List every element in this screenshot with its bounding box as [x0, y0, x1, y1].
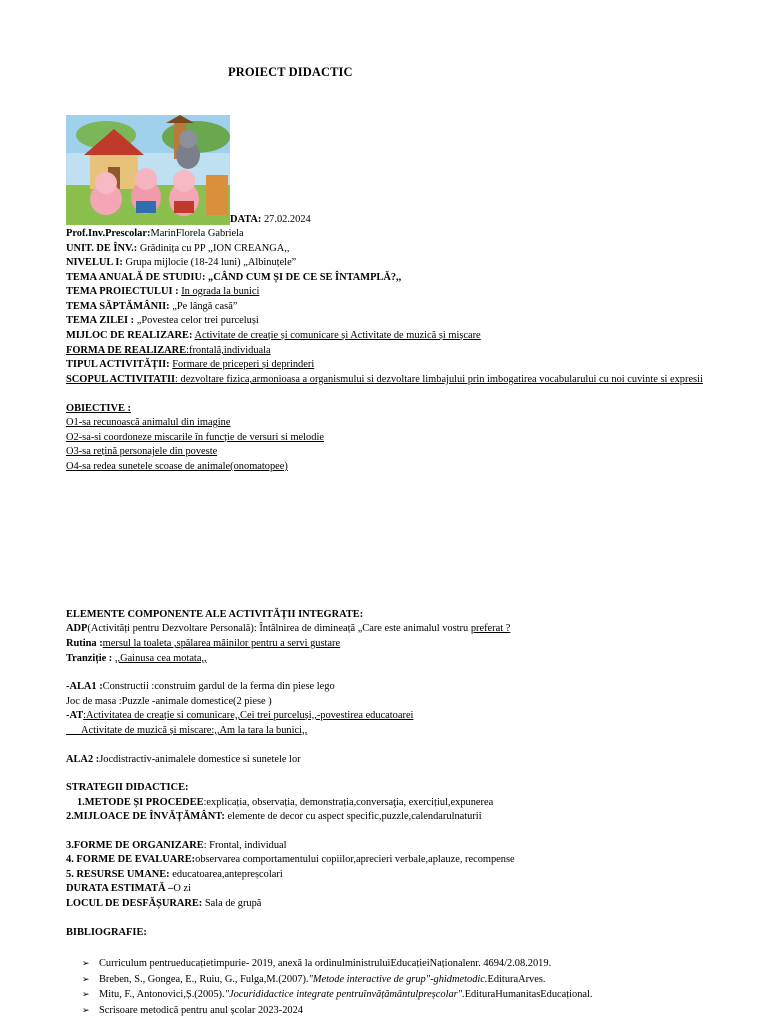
locul-line — [66, 897, 261, 912]
forme-evaluare-label: 4. FORME DE EVALUARE: — [66, 854, 196, 865]
adp-line — [66, 622, 510, 637]
rutina-line — [66, 637, 340, 652]
tipul-line — [66, 358, 314, 373]
nivel-line — [66, 256, 296, 271]
metode-label: 1.METODE ȘI PROCEDEE — [77, 797, 204, 808]
mijloc-value: Activitate de creație și comunicare și Activitate de muzică și mișcare — [194, 330, 481, 341]
objective-item: O4-sa redea sunetele scoase de animale(onomatopee) — [66, 461, 288, 472]
tipul-value: Formare de priceperi și deprinderi — [172, 359, 315, 370]
nivel-value: Grupa mijlocie (18-24 luni) „Albinuțele” — [122, 257, 297, 268]
unit-value: Grădinița cu PP ,,ION CREANGA,, — [137, 243, 290, 254]
tema-anuala-value: „CÂND CUM ȘI DE CE SE ÎNTAMPLĂ?,, — [205, 272, 402, 283]
resurse-line — [66, 868, 283, 883]
prof-line — [66, 227, 244, 242]
ala1-line — [66, 680, 335, 695]
arrow-bullet-icon: ➢ — [82, 973, 90, 984]
forma-line — [66, 344, 271, 359]
tranzitie-label: Tranziție : — [66, 653, 113, 664]
prof-label: Prof.Inv.Prescolar: — [66, 228, 151, 239]
tema-zilei-line — [66, 314, 259, 329]
joc-masa-line: Joc de masa :Puzzle -animale domestice(2 piese ) — [66, 696, 272, 707]
ala2-line — [66, 753, 301, 768]
nivel-label: NIVELUL I: — [66, 257, 123, 268]
mijloc-label: MIJLOC DE REALIZARE: — [66, 330, 193, 341]
at-value: :Activitatea de creație si comunicare,,Cei trei purceluși,,-povestirea educatoarei — [83, 710, 414, 721]
adp-label: ADP — [66, 623, 88, 634]
tema-anuala-label: TEMA ANUALĂ DE STUDIU: — [66, 272, 206, 283]
metode-line — [77, 796, 493, 811]
durata-label: DURATA ESTIMATĂ – — [66, 883, 174, 894]
tema-saptamanii-line — [66, 300, 237, 315]
forme-evaluare-value: observarea comportamentului copiilor,aprecieri verbale,aplauze, recompense — [195, 854, 515, 865]
adp-text: (Activități pentru Dezvoltare Personală): Întâlnirea de dimineață „Care este animalul vostru — [87, 623, 471, 634]
forme-organizare-value: : Frontal, individual — [203, 840, 287, 851]
arrow-bullet-icon: ➢ — [82, 1004, 90, 1015]
adp-underlined: preferat ? — [470, 623, 511, 634]
mijloace-label: 2.MIJLOACE DE ÎNVĂȚĂMÂNT: — [66, 811, 225, 822]
obiective-heading — [66, 402, 131, 417]
ala2-value: Jocdistractiv-animalele domestice si sunetele lor — [99, 754, 301, 765]
objective-item: O3-sa rețină personajele din poveste — [66, 446, 218, 457]
prof-value: MarinFlorela Gabriela — [150, 228, 244, 239]
forme-organizare-line — [66, 839, 287, 854]
scopul-line — [66, 373, 706, 388]
bibliography-list — [82, 956, 593, 1018]
ala1-label: -ALA1 : — [66, 681, 103, 692]
unit-line — [66, 242, 290, 257]
objective-item: O2-sa-si coordoneze miscarile în funcție de versuri si melodie — [66, 432, 324, 443]
list-item: ➢ Breben, S., Gongea, E., Ruiu, G., Fulga,M.(2007). "Metode interactive de grup"-ghidmetodic. EdituraArves. — [82, 973, 546, 985]
durata-line — [66, 882, 191, 897]
list-item: ➢ Scrisoare metodică pentru anul școlar 2023-2024 — [82, 1004, 303, 1016]
scopul-value: : dezvoltare fizica,armonioasa a organismului si dezvoltare limbajului prin imbogatirea vocabularului cu noi cuvinte si expresii — [175, 374, 703, 385]
list-item: ➢ Curriculum pentrueducațietimpurie- 2019, anexă la ordinulministruluiEducațieiNaționalenr. 4694/2.08.2019. — [82, 958, 552, 970]
tema-zilei-value: „Povestea celor trei purceluși — [134, 315, 259, 326]
resurse-label: 5. RESURSE UMANE: — [66, 869, 170, 880]
locul-value: Sala de grupă — [202, 898, 262, 909]
tema-anuala-line — [66, 271, 401, 286]
ala1-value: Constructii :construim gardul de la ferma din piese lego — [102, 681, 335, 692]
rutina-value: mersul la toaleta ,spălarea mâinilor pentru a servi gustare — [102, 638, 341, 649]
date-label: DATA: — [230, 214, 262, 225]
tranzitie-value: ,,Gainusa cea motata,, — [114, 653, 207, 664]
forma-value: :frontală,individuala — [186, 345, 271, 356]
tipul-label: TIPUL ACTIVITĂȚII: — [66, 359, 170, 370]
arrow-bullet-icon: ➢ — [82, 989, 90, 1000]
tranzitie-line — [66, 652, 207, 667]
at-label: -AT — [66, 710, 84, 721]
forme-organizare-label: 3.FORME DE ORGANIZARE — [66, 840, 204, 851]
durata-value: O zi — [173, 883, 191, 894]
locul-label: LOCUL DE DESFĂȘURARE: — [66, 898, 203, 909]
elements-heading: ELEMENTE COMPONENTE ALE ACTIVITĂȚII INTEGRATE: — [66, 609, 364, 620]
at-line-2: Activitate de muzică și miscare:,,Am la tara la bunici,, — [66, 725, 308, 736]
obiective-label: OBIECTIVE : — [66, 403, 131, 414]
resurse-value: educatoarea,antepreșcolari — [169, 869, 283, 880]
arrow-bullet-icon: ➢ — [82, 958, 90, 969]
date-value: 27.02.2024 — [261, 214, 311, 225]
metode-value: :explicația, observația, demonstrația,conversaţia, exercițiul,expunerea — [203, 797, 494, 808]
rutina-label: Rutina : — [66, 638, 103, 649]
mijloace-value: elemente de decor cu aspect specific,puzzle,calendarulnaturii — [224, 811, 482, 822]
three-little-pigs-illustration — [66, 115, 230, 225]
list-item: ➢ Mitu, F., Antonovici,Ș.(2005). "Jocurididactice integrate pentruînvățământulpreșcolar". EdituraHumanitasEducațional. — [82, 989, 593, 1001]
mijloc-line — [66, 329, 481, 344]
date-line — [230, 213, 311, 228]
tema-proiect-label: TEMA PROIECTULUI : — [66, 286, 179, 297]
at-line — [66, 709, 413, 724]
tema-proiect-line — [66, 285, 259, 300]
tema-proiect-value: In ograda la bunici — [181, 286, 260, 297]
tema-saptamanii-value: „Pe lângă casă” — [169, 301, 238, 312]
strategii-heading: STRATEGII DIDACTICE: — [66, 782, 189, 793]
ala2-label: ALA2 : — [66, 754, 100, 765]
objective-item: O1-sa recunoască animalul din imagine — [66, 417, 231, 428]
unit-label: UNIT. DE ÎNV.: — [66, 243, 138, 254]
tema-saptamanii-label: TEMA SĂPTĂMÂNII: — [66, 301, 170, 312]
bibliografie-heading: BIBLIOGRAFIE: — [66, 927, 147, 938]
forme-evaluare-line — [66, 853, 515, 868]
scopul-label: SCOPUL ACTIVITATII — [66, 374, 176, 385]
tema-zilei-label: TEMA ZILEI : — [66, 315, 135, 326]
mijloace-line — [66, 810, 482, 825]
page-title: PROIECT DIDACTIC — [228, 65, 353, 79]
forma-label: FORMA DE REALIZARE — [66, 345, 187, 356]
